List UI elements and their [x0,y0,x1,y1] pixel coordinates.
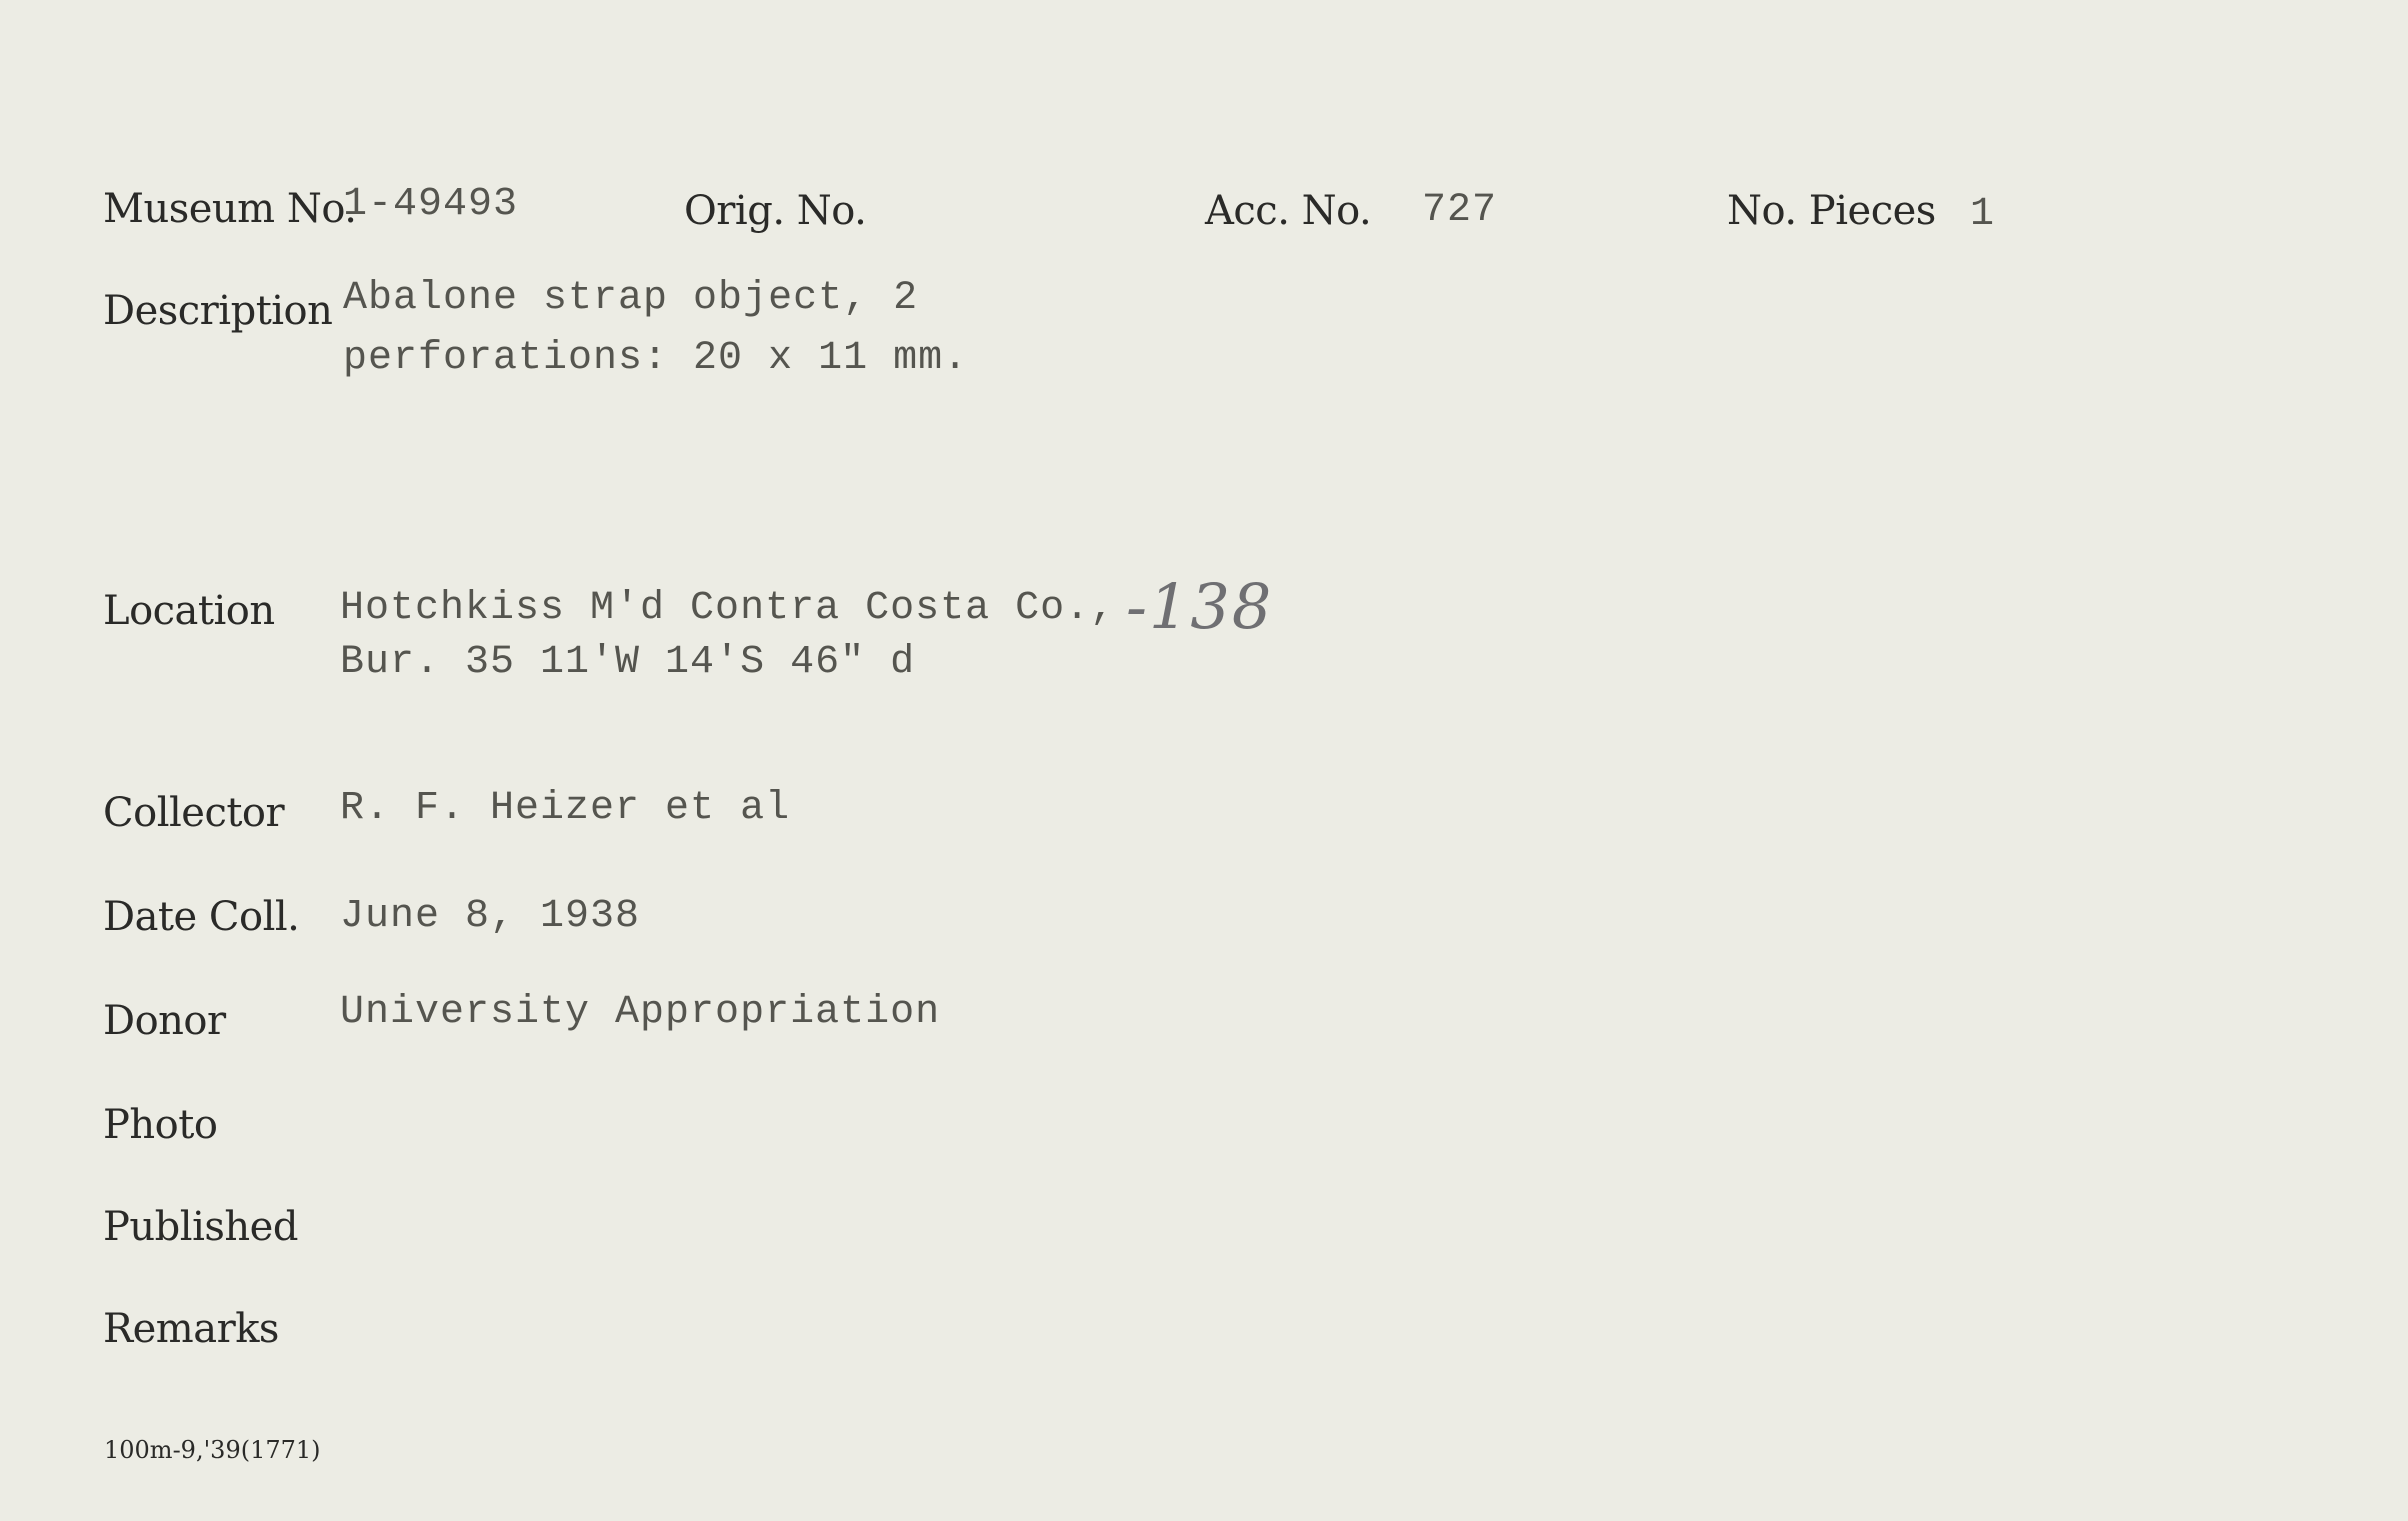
photo-label: Photo [103,1102,218,1148]
no-pieces-value: 1 [1970,192,1996,237]
location-line-1: Hotchkiss M'd Contra Costa Co., [340,586,1116,631]
collector-value: R. F. Heizer et al [340,786,791,831]
acc-no-label: Acc. No. [1205,188,1372,234]
description-label: Description [103,288,333,334]
museum-no-label: Museum No. [103,186,357,232]
donor-value: University Appropriation [340,990,941,1035]
form-number: 100m-9,'39(1771) [104,1436,321,1464]
orig-no-label: Orig. No. [684,188,867,234]
published-label: Published [103,1204,298,1250]
description-line-1: Abalone strap object, 2 [343,276,919,321]
date-coll-label: Date Coll. [103,894,300,940]
acc-no-value: 727 [1422,188,1498,233]
remarks-label: Remarks [103,1306,279,1352]
description-line-2: perforations: 20 x 11 mm. [343,336,969,381]
museum-no-value: 1-49493 [343,182,519,227]
no-pieces-label: No. Pieces [1727,188,1936,234]
location-label: Location [103,588,275,634]
location-handwritten-number: -138 [1126,570,1274,643]
date-coll-value: June 8, 1938 [340,894,641,939]
location-line-2: Bur. 35 11'W 14'S 46" d [340,640,916,685]
collector-label: Collector [103,790,285,836]
donor-label: Donor [103,998,226,1044]
